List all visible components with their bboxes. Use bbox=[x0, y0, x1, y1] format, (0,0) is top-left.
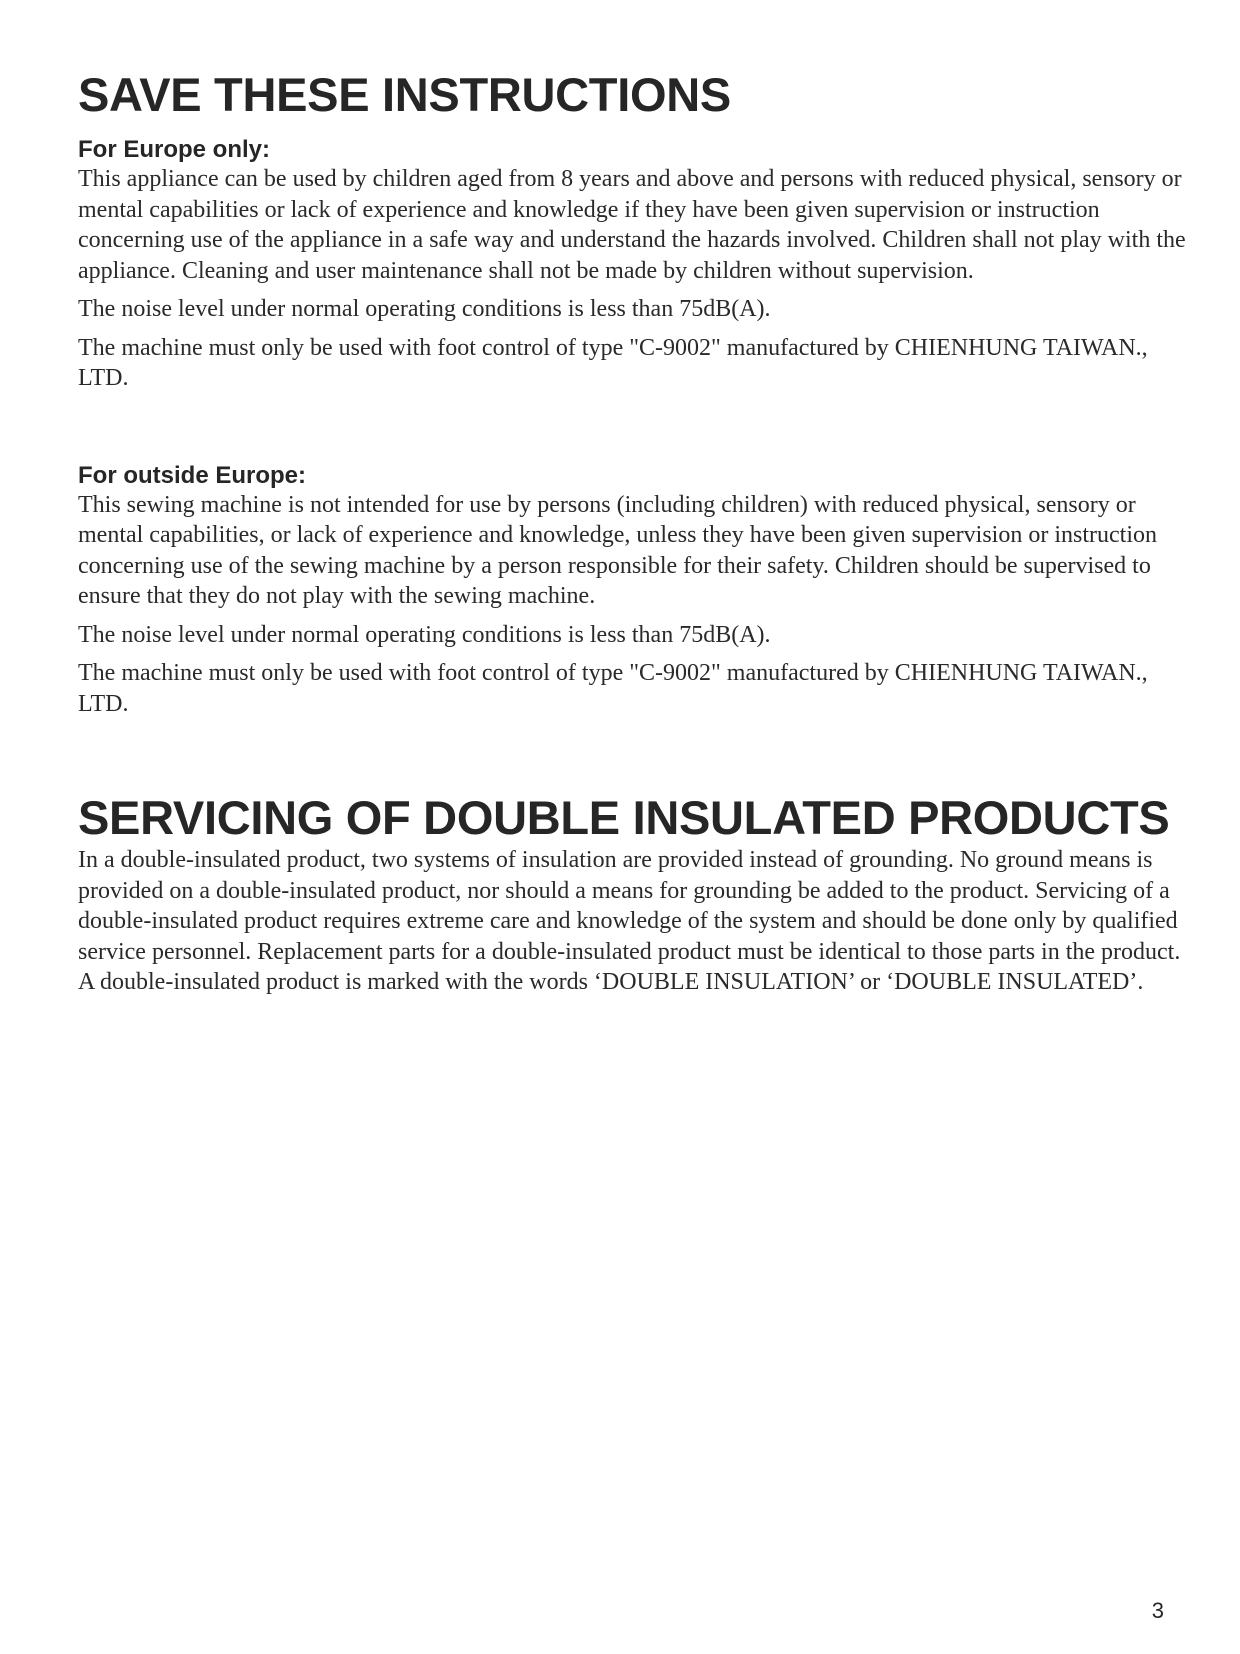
save-instructions-title: SAVE THESE INSTRUCTIONS bbox=[78, 68, 731, 121]
servicing-paragraph: In a double-insulated product, two systems of insulation are provided instead of grounding. No ground means is provided on a double-insulated product, nor should a means for grounding be added to the product. Servicing of a double-insulated product requires extreme care and knowledge of the system and should be done only by qualified service personnel. Replacement parts for a double-insulated product must be identical to those parts in the product. A double-insulated product is marked with the words ‘DOUBLE INSULATION’ or ‘DOUBLE INSULATED’. bbox=[78, 847, 1181, 995]
europe-section bbox=[78, 136, 1198, 394]
servicing-section bbox=[78, 791, 1198, 998]
europe-heading: For Europe only: bbox=[78, 136, 270, 163]
document-page bbox=[78, 68, 1198, 1006]
europe-paragraph-1: This appliance can be used by children aged from 8 years and above and persons with reduced physical, sensory or mental capabilities or lack of experience and knowledge if they have been given supervision or instruction concerning use of the appliance in a safe way and understand the hazards involved. Children shall not play with the appliance. Cleaning and user maintenance shall not be made by children without supervision. bbox=[78, 166, 1186, 284]
outside-europe-paragraph-1: This sewing machine is not intended for use by persons (including children) with reduced physical, sensory or mental capabilities, or lack of experience and knowledge, unless they have been given supervision or instruction concerning use of the sewing machine by a person responsible for their safety. Children should be supervised to ensure that they do not play with the sewing machine. bbox=[78, 491, 1157, 609]
outside-europe-paragraph-2: The noise level under normal operating conditions is less than 75dB(A). bbox=[78, 621, 771, 648]
europe-paragraph-3: The machine must only be used with foot control of type "C-9002" manufactured by CHIENHUNG TAIWAN., LTD. bbox=[78, 334, 1148, 391]
page-number: 3 bbox=[1151, 1598, 1164, 1623]
servicing-title: SERVICING OF DOUBLE INSULATED PRODUCTS bbox=[78, 791, 1170, 844]
europe-paragraph-2: The noise level under normal operating conditions is less than 75dB(A). bbox=[78, 296, 771, 322]
outside-europe-section bbox=[78, 462, 1198, 720]
outside-europe-paragraph-3: The machine must only be used with foot control of type "C-9002" manufactured by CHIENHUNG TAIWAN., LTD. bbox=[78, 660, 1148, 717]
outside-europe-heading: For outside Europe: bbox=[78, 461, 306, 489]
